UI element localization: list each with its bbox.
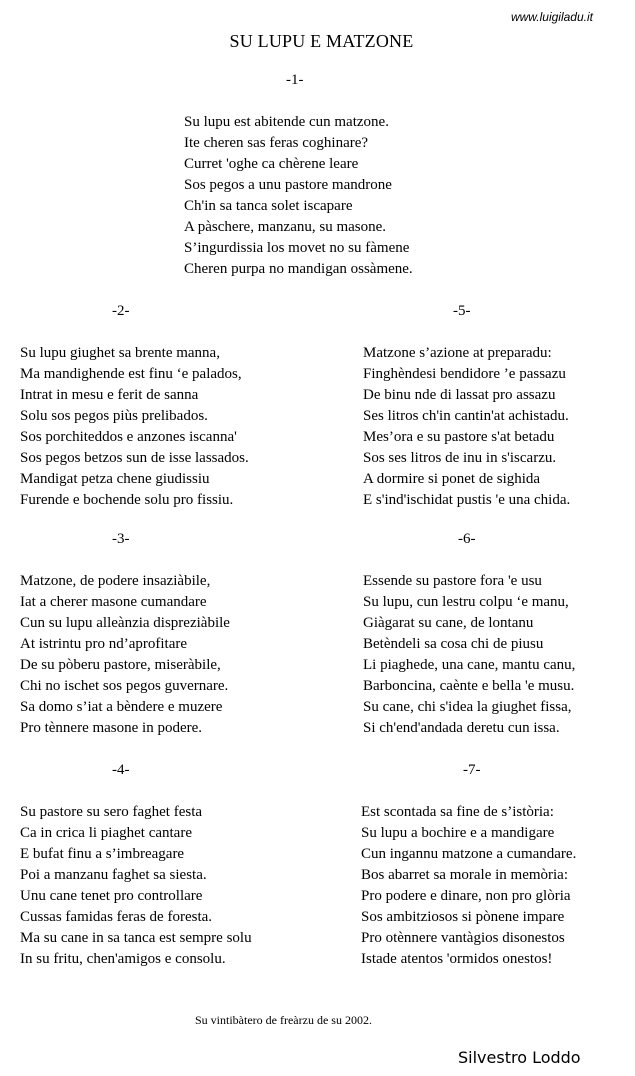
verse-line: Si ch'end'andada deretu cun issa. <box>363 720 560 736</box>
verse-line: In su fritu, chen'amigos e consolu. <box>20 951 226 967</box>
verse-line: Cussas famidas feras de foresta. <box>20 909 213 925</box>
verse-line: Betèndeli sa cosa chi de piusu <box>363 636 544 652</box>
verse-line: Sos pegos a unu pastore mandrone <box>184 177 392 193</box>
verse-line: Furende e bochende solu pro fissiu. <box>20 492 234 508</box>
stanza-6 <box>363 531 576 739</box>
verse-line: Sos ambitziosos si pònene impare <box>361 909 565 925</box>
verse-line: Giàgarat su cane, de lontanu <box>363 615 534 631</box>
verse-line: Istade atentos 'ormidos onestos! <box>361 951 553 967</box>
stanza-number: -4- <box>112 762 130 778</box>
date-line: Su vintibàtero de freàrzu de su 2002. <box>195 1013 372 1027</box>
verse-line: Essende su pastore fora 'e usu <box>363 573 542 589</box>
author-signature: Silvestro Loddo <box>458 1048 581 1067</box>
stanza-4 <box>20 762 252 970</box>
stanza-number: -1- <box>286 72 304 88</box>
verse-line: Poi a manzanu faghet sa siesta. <box>20 867 207 883</box>
stanza-lines <box>20 343 249 511</box>
verse-line: De binu nde di lassat pro assazu <box>363 387 556 403</box>
verse-line: Sos ses litros de inu in s'iscarzu. <box>363 450 557 466</box>
stanza-number: -6- <box>458 531 476 547</box>
stanza-lines <box>363 343 570 511</box>
poem-title: SU LUPU E MATZONE <box>229 31 414 51</box>
verse-line: Ma su cane in sa tanca est sempre solu <box>20 930 252 946</box>
stanza-5 <box>363 303 571 511</box>
stanza-3 <box>20 531 230 739</box>
stanza-lines <box>361 802 576 970</box>
verse-line: Curret 'oghe ca chèrene leare <box>184 156 359 172</box>
verse-line: Unu cane tenet pro controllare <box>20 888 203 904</box>
stanza-2 <box>20 303 249 511</box>
verse-line: Sos porchiteddos e anzones iscanna' <box>20 429 237 445</box>
verse-line: Su cane, chi s'idea la giughet fissa, <box>363 699 572 715</box>
stanza-number: -5- <box>453 303 471 319</box>
verse-line: Mandigat petza chene giudissiu <box>20 471 210 487</box>
verse-line: Intrat in mesu e ferit de sanna <box>20 387 199 403</box>
verse-line: Est scontada sa fine de s’istòria: <box>361 804 554 820</box>
verse-line: Mes’ora e su pastore s'at betadu <box>363 429 555 445</box>
verse-line: At istrintu pro nd’aprofitare <box>20 636 188 652</box>
stanza-lines <box>20 571 230 739</box>
verse-line: Cheren purpa no mandigan ossàmene. <box>184 261 413 277</box>
verse-line: Su lupu giughet sa brente manna, <box>20 345 220 361</box>
verse-line: E bufat finu a s’imbreagare <box>20 846 185 862</box>
verse-line: Ca in crica li piaghet cantare <box>20 825 192 841</box>
stanza-7 <box>361 762 577 970</box>
verse-line: Matzone, de podere insaziàbile, <box>20 573 211 589</box>
verse-line: Sa domo s’iat a bèndere e muzere <box>20 699 223 715</box>
verse-line: Chi no ischet sos pegos guvernare. <box>20 678 229 694</box>
verse-line: Barboncina, caènte e bella 'e musu. <box>363 678 575 694</box>
verse-line: Ite cheren sas feras coghinare? <box>184 135 369 151</box>
stanza-lines <box>184 112 413 280</box>
verse-line: Cun su lupu alleànzia dispreziàbile <box>20 615 230 631</box>
verse-line: Su lupu a bochire e a mandigare <box>361 825 555 841</box>
verse-line: Sos pegos betzos sun de isse lassados. <box>20 450 249 466</box>
stanza-1 <box>184 72 413 280</box>
verse-line: Su lupu, cun lestru colpu ‘e manu, <box>363 594 569 610</box>
verse-line: Pro tènnere masone in podere. <box>20 720 203 736</box>
verse-line: Matzone s’azione at preparadu: <box>363 345 552 361</box>
verse-line: Su pastore su sero faghet festa <box>20 804 203 820</box>
verse-line: Pro otènnere vantàgios disonestos <box>361 930 565 946</box>
verse-line: Solu sos pegos piùs prelibados. <box>20 408 208 424</box>
website-url: www.luigiladu.it <box>510 10 593 24</box>
stanza-lines <box>363 571 575 739</box>
verse-line: Bos abarret sa morale in memòria: <box>361 867 569 883</box>
verse-line: Ch'in sa tanca solet iscapare <box>184 198 353 214</box>
verse-line: Finghèndesi bendidore ’e passazu <box>363 366 566 382</box>
verse-line: De su pòberu pastore, miseràbile, <box>20 657 221 673</box>
verse-line: Ma mandighende est finu ‘e palados, <box>20 366 242 382</box>
verse-line: S’ingurdissia los movet no su fàmene <box>184 240 410 256</box>
verse-line: Cun ingannu matzone a cumandare. <box>361 846 577 862</box>
verse-line: A pàschere, manzanu, su masone. <box>184 219 387 235</box>
verse-line: Li piaghede, una cane, mantu canu, <box>363 657 576 673</box>
stanza-number: -2- <box>112 303 130 319</box>
verse-line: Pro podere e dinare, non pro glòria <box>361 888 571 904</box>
verse-line: Iat a cherer masone cumandare <box>20 594 207 610</box>
verse-line: Su lupu est abitende cun matzone. <box>184 114 389 130</box>
verse-line: Ses litros ch'in cantin'at achistadu. <box>363 408 569 424</box>
verse-line: A dormire si ponet de sighida <box>363 471 541 487</box>
verse-line: E s'ind'ischidat pustis 'e una chida. <box>363 492 571 508</box>
stanza-number: -3- <box>112 531 130 547</box>
stanza-lines <box>20 802 252 970</box>
stanza-number: -7- <box>463 762 481 778</box>
